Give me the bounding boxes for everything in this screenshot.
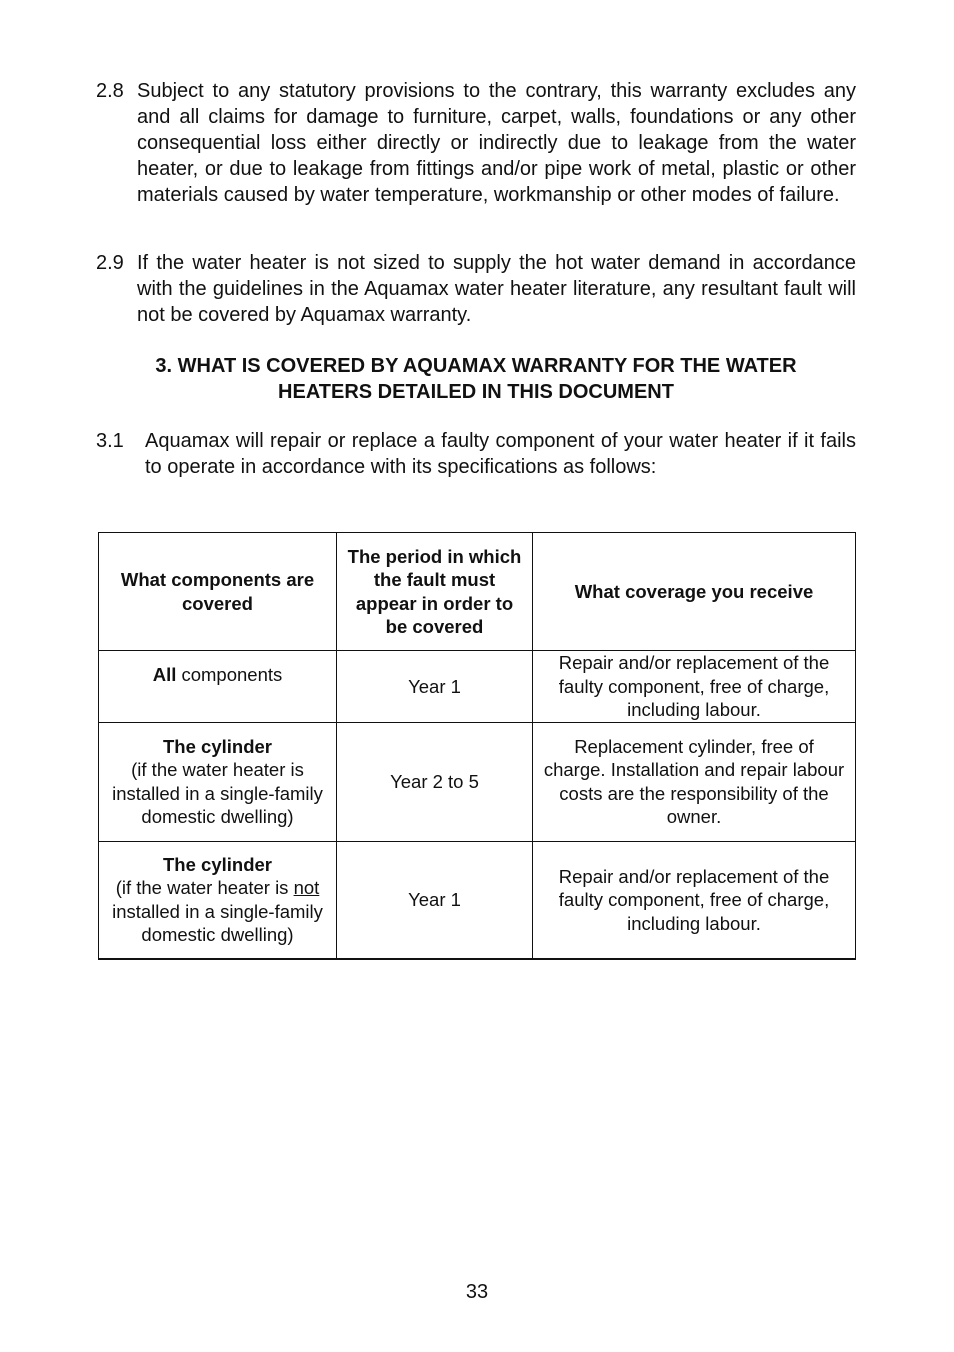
cell-period: Year 1 (337, 841, 533, 959)
component-rest: components (176, 664, 283, 685)
header-period: The period in which the fault must appear in order to be covered (337, 533, 533, 651)
cell-coverage: Replacement cylinder, free of charge. Installation and repair labour costs are the responsibility of the owner. (533, 722, 856, 841)
section-heading-line-1: 3. WHAT IS COVERED BY AQUAMAX WARRANTY FOR THE WATER (155, 355, 797, 377)
table-row (99, 651, 856, 723)
section-heading-line-2: HEATERS DETAILED IN THIS DOCUMENT (278, 381, 674, 403)
cell-component (99, 651, 337, 723)
table-row (99, 722, 856, 841)
component-note (107, 876, 328, 947)
header-components: What components are covered (99, 533, 337, 651)
section-heading (96, 353, 856, 405)
clause-text: If the water heater is not sized to supply the hot water demand in accordance with the guidelines in the Aquamax water heater literature, any resultant fault will not be covered by Aquamax warranty. (137, 252, 856, 326)
component-note-post: installed in a single-family domestic dwelling) (112, 900, 323, 946)
component-name: All (152, 664, 177, 685)
clause-text: Aquamax will repair or replace a faulty component of your water heater if it fails to operate in accordance with its specifications as follows: (145, 430, 856, 478)
clause-number: 3.1 (96, 430, 124, 452)
header-coverage: What coverage you receive (533, 533, 856, 651)
cell-period: Year 1 (337, 651, 533, 723)
clause-number: 2.9 (96, 252, 124, 274)
component-name: The cylinder (163, 735, 272, 757)
cell-coverage: Repair and/or replacement of the faulty component, free of charge, including labour. (533, 651, 856, 723)
table-row (99, 841, 856, 959)
page-number: 33 (465, 1281, 489, 1303)
component-note-pre: (if the water heater is (115, 877, 294, 899)
cell-period: Year 2 to 5 (337, 722, 533, 841)
component-note: (if the water heater is installed in a single-family domestic dwelling) (112, 759, 323, 827)
coverage-table (98, 532, 856, 960)
cell-component (99, 722, 337, 841)
clause-2-8 (96, 78, 856, 208)
cell-component (99, 841, 337, 959)
cell-coverage: Repair and/or replacement of the faulty component, free of charge, including labour. (533, 841, 856, 959)
component-note-underline: not (293, 877, 320, 899)
clause-number: 2.8 (96, 80, 124, 102)
clause-3-1 (96, 428, 856, 480)
table-header-row (99, 533, 856, 651)
component-name: The cylinder (163, 853, 272, 875)
clause-2-9 (96, 250, 856, 328)
clause-text: Subject to any statutory provisions to the contrary, this warranty excludes any and all claims for damage to furniture, carpet, walls, foundations or any other consequential loss either directly or indirectly due to leakage from the water heater, or due to leakage from fittings and/or pipe work of metal, plastic or other materials caused by water temperature, workmanship or other modes of failure. (137, 80, 856, 206)
